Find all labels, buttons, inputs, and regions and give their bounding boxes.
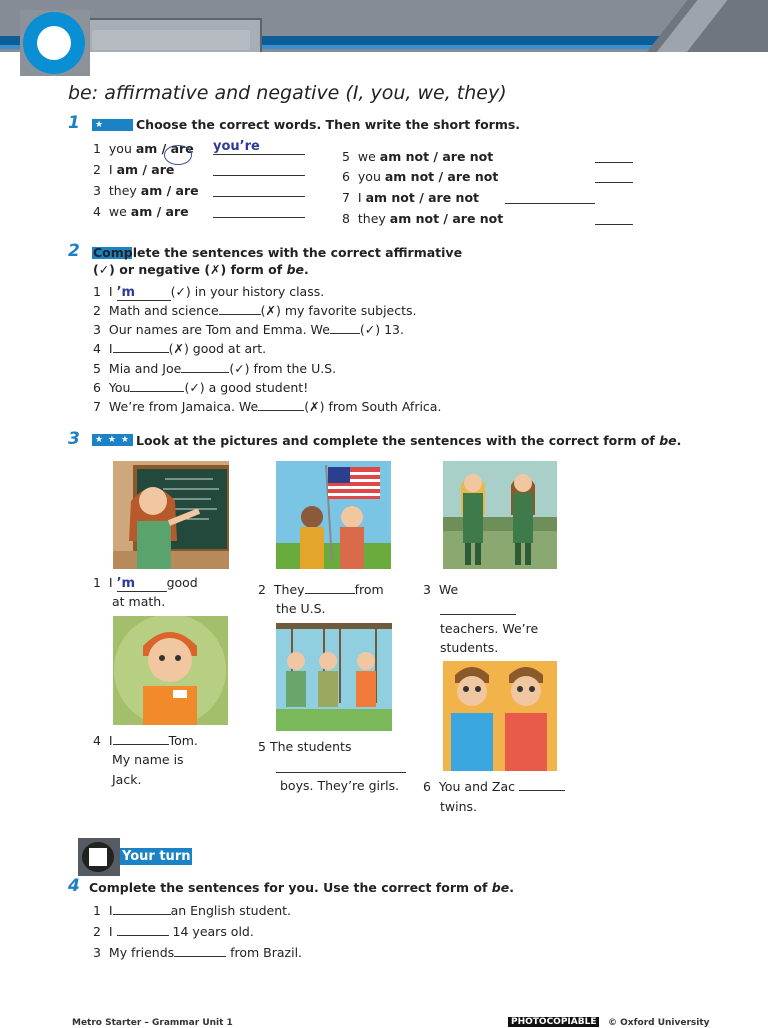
answer-line (595, 161, 633, 163)
ex1-item-5: 5 we am not / are not (342, 149, 494, 164)
answer-line (213, 195, 305, 197)
exercise-4-instruction: Complete the sentences for you. Use the correct form of be. (89, 880, 514, 895)
answer-line (276, 771, 406, 773)
footer-copyright: © Oxford University (608, 1018, 710, 1028)
ex3-item-1-line-2: at math. (112, 594, 166, 609)
ex2-answer-1: ’m (117, 285, 171, 301)
ex1-answer-1: you’re (213, 139, 260, 154)
ex3-item-3-line-3: students. (440, 640, 499, 655)
ex1-item-3: 3 they am / are (93, 183, 199, 198)
ex3-item-2: 2 They from (258, 582, 384, 597)
exercise-3-stars: ★ ★ ★ (92, 434, 133, 446)
ex3-item-1: 1 I ’m good (93, 575, 198, 591)
exercise-2-instruction-line-1: Complete the sentences with the correct affirmative (93, 245, 463, 260)
picture-girls-on-swings (276, 623, 392, 731)
ex1-item-1: 1 you am / are (93, 141, 194, 156)
answer-line (213, 216, 305, 218)
ex3-item-6: 6 You and Zac (423, 779, 565, 794)
ex1-item-6: 6 you am not / are not (342, 169, 499, 184)
ex3-item-3: 3 We (423, 582, 459, 597)
answer-line (440, 613, 516, 615)
ex1-item-8: 8 they am not / are not (342, 211, 504, 226)
ex4-item-2: 2 I 14 years old. (93, 924, 254, 939)
ex4-item-1: 1 I an English student. (93, 903, 292, 918)
ex4-item-3: 3 My friends from Brazil. (93, 945, 303, 960)
picture-twin-boys (443, 661, 557, 771)
exercise-2-instruction-line-2: (✓) or negative (✗) form of be. (93, 262, 309, 277)
ex3-answer-1: ’m (117, 576, 167, 592)
ex2-item-6: 6 You (✓) a good student! (93, 380, 309, 395)
ex3-item-5: 5 The students (258, 739, 352, 754)
answer-line (213, 174, 305, 176)
ex3-item-4-line-2: My name is (112, 752, 184, 767)
answer-line (595, 223, 633, 225)
ex1-item-7: 7 I am not / are not (342, 190, 480, 205)
exercise-3-number: 3 (68, 429, 80, 449)
exercise-2-number: 2 (68, 241, 80, 261)
picture-two-girls-in-uniform (443, 461, 557, 569)
ex2-item-4: 4 I (✗) good at art. (93, 341, 267, 356)
ex3-item-4-line-3: Jack. (112, 772, 142, 787)
ex3-item-5-line-2: boys. They’re girls. (280, 778, 400, 793)
answer-line (595, 181, 633, 183)
ex3-item-6-line-2: twins. (440, 799, 478, 814)
your-turn-icon (82, 842, 114, 872)
ex2-item-7: 7 We’re from Jamaica. We (✗) from South Africa. (93, 399, 442, 414)
picture-girl-at-chalkboard (113, 461, 229, 569)
ex2-item-5: 5 Mia and Joe (✓) from the U.S. (93, 361, 337, 376)
page-title: be: affirmative and negative (I, you, we, they) (68, 82, 507, 104)
picture-kids-with-flag (276, 461, 391, 569)
ex1-item-2: 2 I am / are (93, 162, 175, 177)
ex3-item-4: 4 I Tom. (93, 733, 198, 748)
footer-course-title: Metro Starter – Grammar Unit 1 (72, 1018, 233, 1028)
picture-boy-with-name-tag (113, 616, 228, 725)
exercise-4-number: 4 (68, 876, 80, 896)
page-header-banner (0, 0, 768, 52)
footer-photocopiable-badge: PHOTOCOPIABLE (508, 1017, 599, 1027)
answer-line (505, 202, 595, 204)
ex2-item-1: 1 I ’m (✓) in your history class. (93, 284, 325, 300)
exercise-1-number: 1 (68, 113, 80, 133)
exercise-1-stars: ★ (92, 119, 133, 131)
exercise-3-instruction: Look at the pictures and complete the sentences with the correct form of be. (136, 433, 682, 448)
your-turn-label: Your turn (122, 849, 191, 864)
ex3-item-3-line-2: teachers. We’re (440, 621, 539, 636)
exercise-1-instruction: Choose the correct words. Then write the short forms. (136, 117, 521, 132)
header-circle-logo (23, 12, 85, 74)
ex2-item-2: 2 Math and science (✗) my favorite subjects. (93, 303, 417, 318)
ex2-item-3: 3 Our names are Tom and Emma. We (✓) 13. (93, 322, 404, 337)
ex1-item-4: 4 we am / are (93, 204, 189, 219)
ex3-item-2-line-2: the U.S. (276, 601, 326, 616)
